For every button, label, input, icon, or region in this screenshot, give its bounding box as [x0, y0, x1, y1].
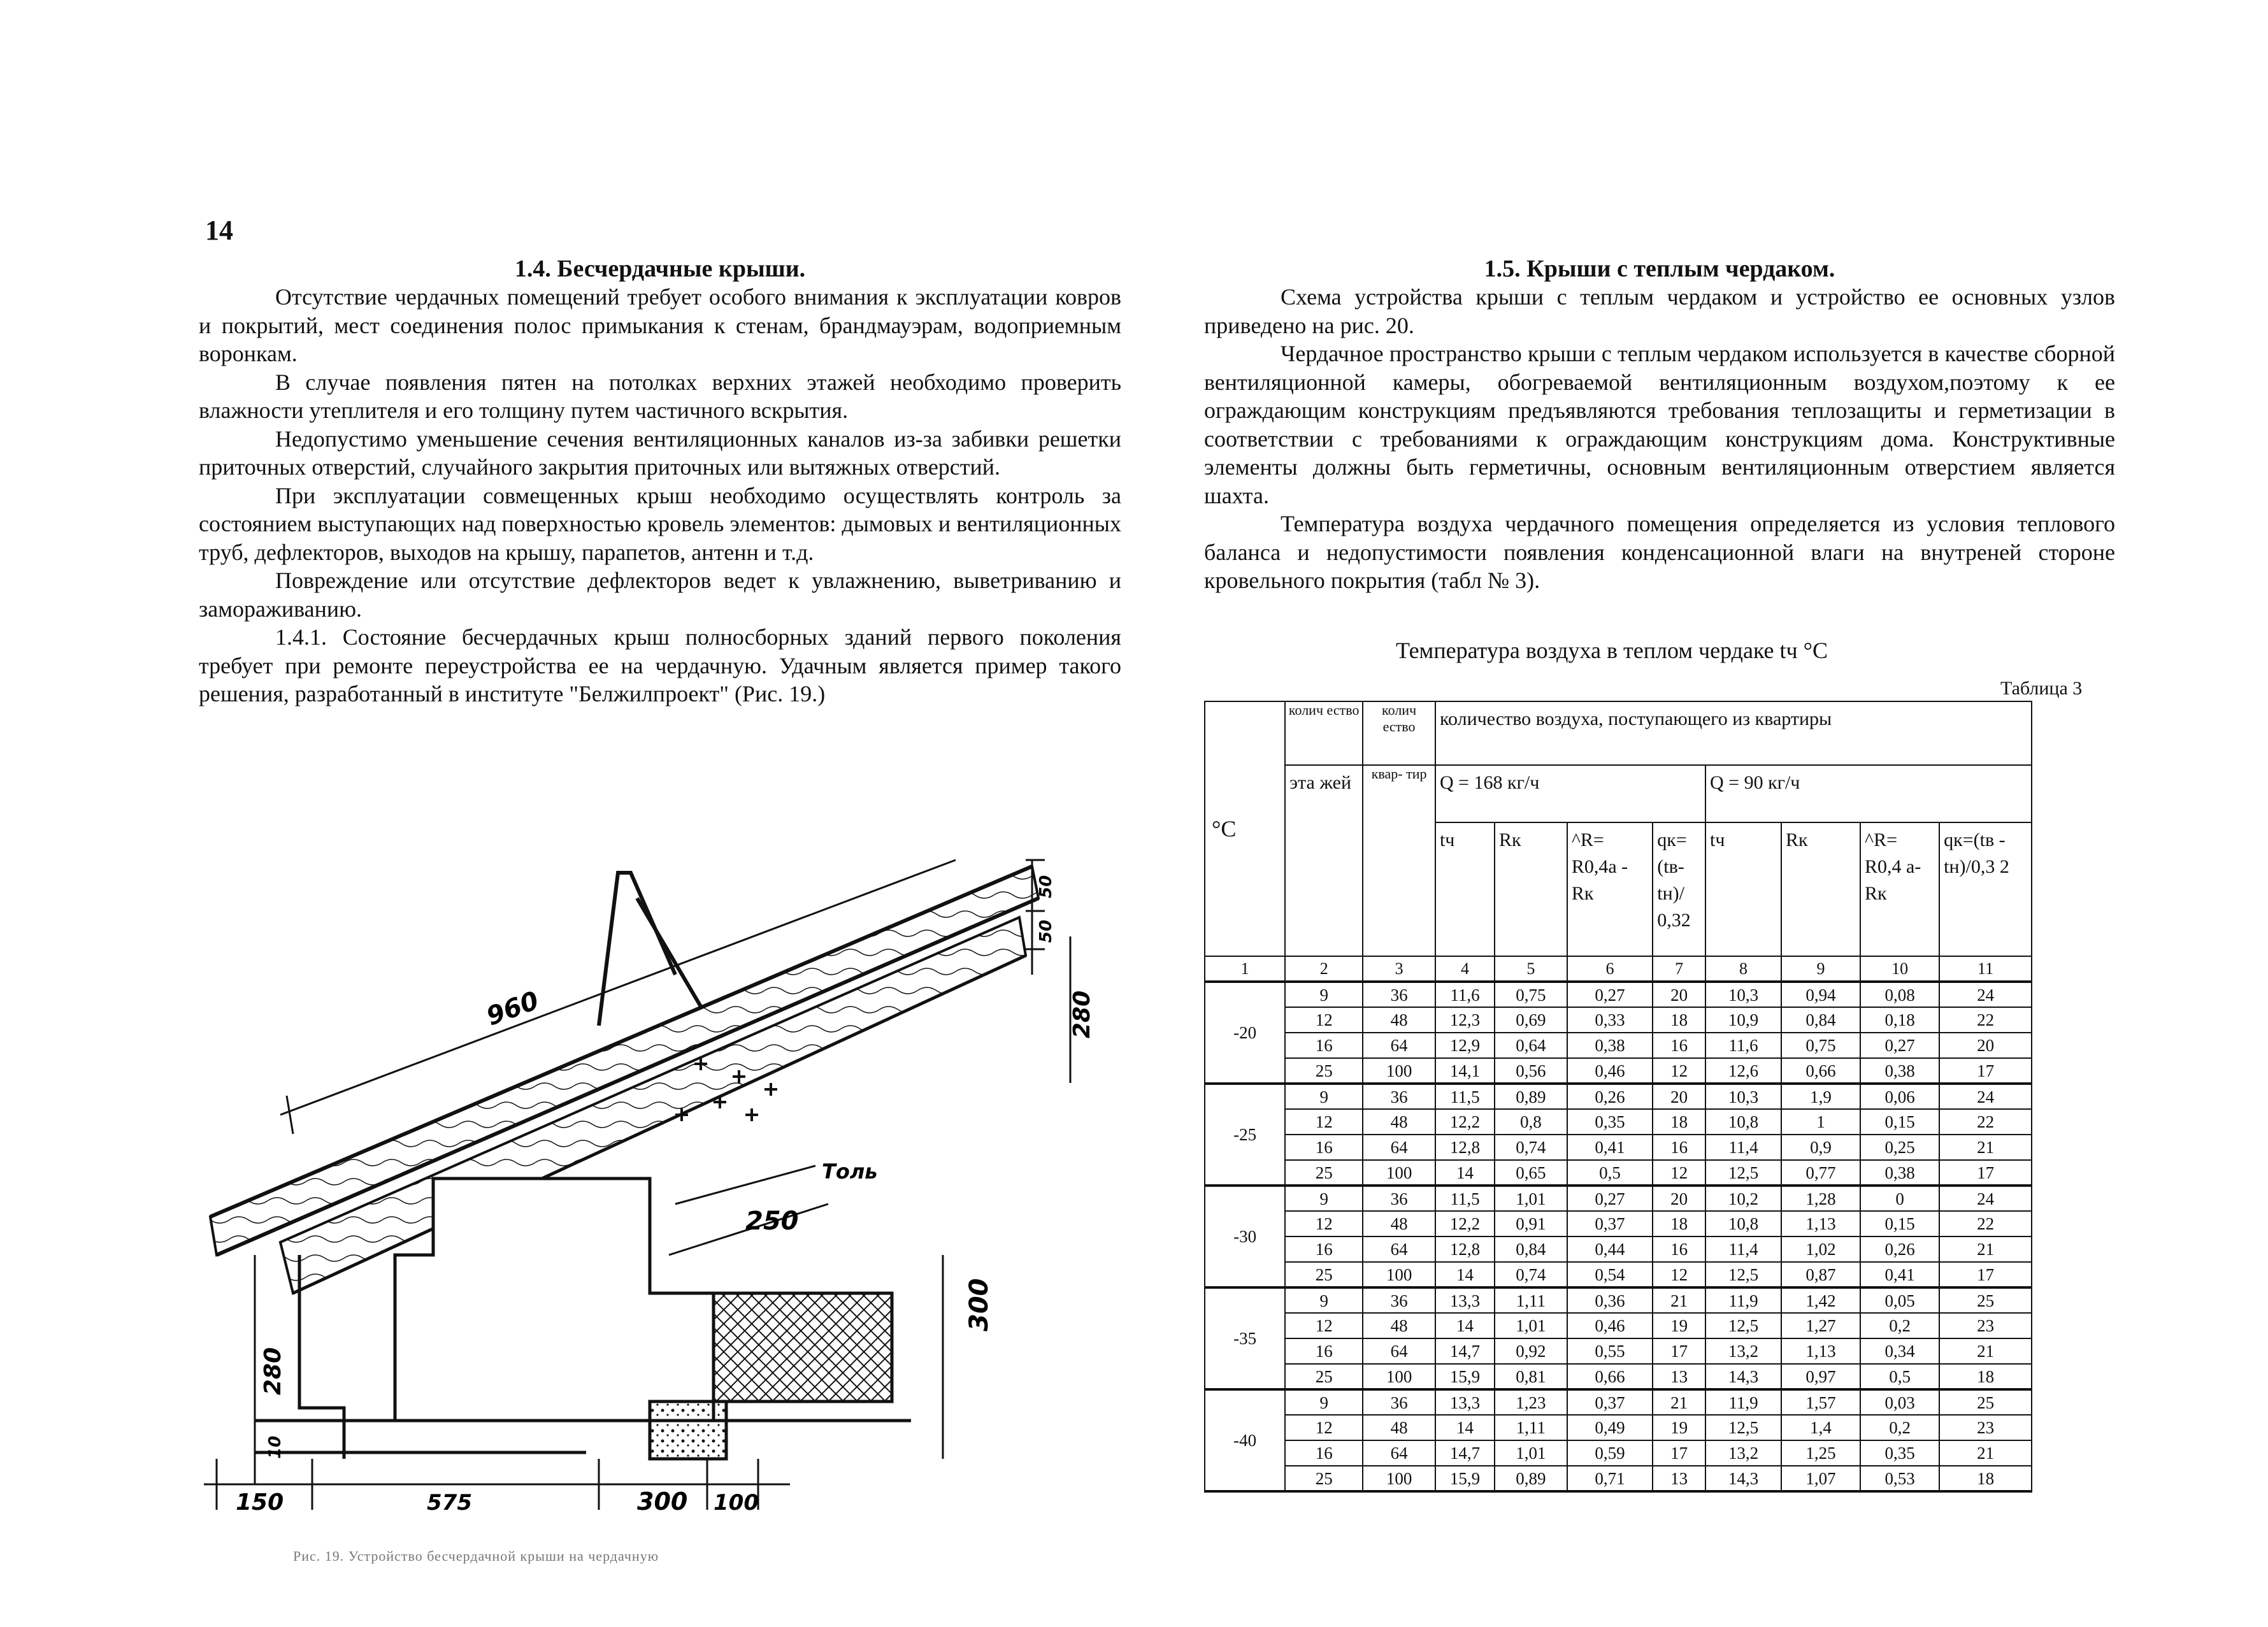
col-number: 9	[1781, 956, 1860, 982]
table-cell: 25	[1285, 1058, 1363, 1084]
table-cell: 25	[1285, 1160, 1363, 1186]
table-cell: 13,2	[1705, 1440, 1781, 1466]
table-cell: 0,27	[1860, 1033, 1939, 1058]
table-cell: 12	[1285, 1109, 1363, 1135]
table-cell: 12,5	[1705, 1160, 1781, 1186]
table-cell: 0,9	[1781, 1135, 1860, 1160]
table-cell: 17	[1653, 1440, 1705, 1466]
q90-header: Q = 90 кг/ч	[1705, 765, 2032, 822]
table-cell: 14	[1435, 1313, 1495, 1338]
table-cell: 0,27	[1567, 1186, 1653, 1211]
left-column	[199, 255, 1121, 708]
table-cell: 0,5	[1860, 1364, 1939, 1389]
table-cell: 12	[1285, 1313, 1363, 1338]
table-cell: 12	[1285, 1415, 1363, 1440]
col-number: 3	[1363, 956, 1435, 982]
table-cell: 19	[1653, 1415, 1705, 1440]
table-cell: 14,7	[1435, 1440, 1495, 1466]
table-row	[1205, 1236, 2032, 1262]
table-cell: 0,5	[1567, 1160, 1653, 1186]
table-cell: 17	[1653, 1338, 1705, 1364]
table-cell: 11,6	[1705, 1033, 1781, 1058]
table-cell: 100	[1363, 1262, 1435, 1287]
table-cell: 64	[1363, 1338, 1435, 1364]
table-cell: 64	[1363, 1236, 1435, 1262]
table-cell: 1,9	[1781, 1084, 1860, 1109]
table-cell: 1,01	[1495, 1186, 1567, 1211]
table-cell: 1,07	[1781, 1466, 1860, 1491]
table-cell: 18	[1653, 1007, 1705, 1033]
table-cell: 22	[1939, 1211, 2032, 1236]
table-cell: 36	[1363, 1084, 1435, 1109]
col-number: 4	[1435, 956, 1495, 982]
table-cell: 0,27	[1567, 982, 1653, 1007]
table-cell: 1,02	[1781, 1236, 1860, 1262]
paragraph: Отсутствие чердачных помещений требует особого внимания к эксплуатации ковров и покрытий, мест соединения полос примыкания к стенам, брандмауэрам, водоприемным воронкам.	[199, 284, 1121, 366]
dim-label: 250	[745, 1207, 799, 1236]
table-cell: 0,56	[1495, 1058, 1567, 1084]
table-cell: 0,2	[1860, 1415, 1939, 1440]
table-cell: 22	[1939, 1109, 2032, 1135]
table-cell: 11,5	[1435, 1186, 1495, 1211]
temperature-cell: -30	[1205, 1186, 1285, 1287]
table-cell: 48	[1363, 1313, 1435, 1338]
table-cell: 0,8	[1495, 1109, 1567, 1135]
table-cell: 0,25	[1860, 1135, 1939, 1160]
table-cell: 0,75	[1495, 982, 1567, 1007]
paragraph: Недопустимо уменьшение сечения вентиляционных каналов из-за забивки решетки приточных отверстий, случайного закрытия приточных или вытяжных отверстий.	[199, 426, 1121, 480]
table-cell: 24	[1939, 1186, 2032, 1211]
rk-header-2: Rк	[1781, 822, 1860, 956]
table-caption: Температура воздуха в теплом чердаке tч °С	[1395, 638, 1828, 663]
table-cell: 48	[1363, 1109, 1435, 1135]
table-cell: 1,42	[1781, 1287, 1860, 1313]
table-cell: 0,18	[1860, 1007, 1939, 1033]
table-cell: 13,3	[1435, 1287, 1495, 1313]
table-cell: 13	[1653, 1364, 1705, 1389]
figure-caption: Рис. 19. Устройство бесчердачной крыши на чердачную	[293, 1548, 659, 1564]
table-cell: 20	[1653, 1084, 1705, 1109]
table-cell: 0,08	[1860, 982, 1939, 1007]
table-cell: 13,2	[1705, 1338, 1781, 1364]
table-cell: 0,2	[1860, 1313, 1939, 1338]
floors-header-a: колич ество	[1285, 701, 1363, 765]
table-cell: 12	[1653, 1262, 1705, 1287]
table-cell: 0,05	[1860, 1287, 1939, 1313]
table-cell: 11,5	[1435, 1084, 1495, 1109]
table-cell: 16	[1285, 1236, 1363, 1262]
table-cell: 0,49	[1567, 1415, 1653, 1440]
table-cell: 21	[1939, 1338, 2032, 1364]
table-cell: 9	[1285, 982, 1363, 1007]
table-cell: 12,5	[1705, 1313, 1781, 1338]
table-cell: 0,97	[1781, 1364, 1860, 1389]
table-cell: 12,2	[1435, 1211, 1495, 1236]
table-cell: 0,66	[1567, 1364, 1653, 1389]
table-cell: 1,01	[1495, 1440, 1567, 1466]
table-cell: 9	[1285, 1186, 1363, 1211]
table-cell: 0,69	[1495, 1007, 1567, 1033]
table-cell: 12,5	[1705, 1415, 1781, 1440]
table-cell: 0,03	[1860, 1389, 1939, 1415]
table-cell: 1	[1781, 1109, 1860, 1135]
table-cell: 0,38	[1860, 1058, 1939, 1084]
table-row	[1205, 1364, 2032, 1389]
table-row	[1205, 1186, 2032, 1211]
table-cell: 0,38	[1567, 1033, 1653, 1058]
table-row	[1205, 1262, 2032, 1287]
table-number: Таблица 3	[2000, 678, 2083, 699]
table-cell: 24	[1939, 1084, 2032, 1109]
table-cell: 13,3	[1435, 1389, 1495, 1415]
table-cell: 25	[1285, 1262, 1363, 1287]
table-cell: 0,92	[1495, 1338, 1567, 1364]
table-cell: 16	[1653, 1033, 1705, 1058]
table-cell: 0,81	[1495, 1364, 1567, 1389]
dim-label: 50	[1037, 875, 1056, 898]
table-cell: 0,84	[1495, 1236, 1567, 1262]
table-cell: 20	[1939, 1033, 2032, 1058]
table-cell: 0,89	[1495, 1084, 1567, 1109]
rk-header: Rк	[1495, 822, 1567, 956]
table-cell: 48	[1363, 1211, 1435, 1236]
table-cell: 0,75	[1781, 1033, 1860, 1058]
table-cell: 0,46	[1567, 1058, 1653, 1084]
table-cell: 17	[1939, 1262, 2032, 1287]
delta-r-header: ^R= R0,4а -Rк	[1567, 822, 1653, 956]
table-cell: 12,8	[1435, 1135, 1495, 1160]
table-cell: 48	[1363, 1007, 1435, 1033]
table-cell: 15,9	[1435, 1364, 1495, 1389]
table-cell: 1,28	[1781, 1186, 1860, 1211]
table-cell: 10,2	[1705, 1186, 1781, 1211]
table-cell: 1,27	[1781, 1313, 1860, 1338]
tol-label: Толь	[822, 1159, 878, 1184]
table-cell: 12,5	[1705, 1262, 1781, 1287]
table-cell: 0,37	[1567, 1211, 1653, 1236]
temperature-cell: -35	[1205, 1287, 1285, 1389]
qk-header: qк= (tв- tн)/ 0,32	[1653, 822, 1705, 956]
table-cell: 25	[1939, 1389, 2032, 1415]
table-cell: 10,9	[1705, 1007, 1781, 1033]
page-number: 14	[205, 215, 233, 246]
dim-label: 10	[266, 1435, 285, 1459]
table-cell: 0,64	[1495, 1033, 1567, 1058]
table-cell: 1,25	[1781, 1440, 1860, 1466]
table-cell: 12,2	[1435, 1109, 1495, 1135]
table-row	[1205, 1466, 2032, 1491]
table-cell: 9	[1285, 1389, 1363, 1415]
table-cell: 11,4	[1705, 1236, 1781, 1262]
table-cell: 100	[1363, 1466, 1435, 1491]
table-cell: 0,65	[1495, 1160, 1567, 1186]
dim-label: 280	[1069, 990, 1095, 1038]
table-cell: 9	[1285, 1287, 1363, 1313]
table-cell: 19	[1653, 1313, 1705, 1338]
table-cell: 36	[1363, 1287, 1435, 1313]
table-cell: 14,3	[1705, 1466, 1781, 1491]
table-cell: 1,01	[1495, 1313, 1567, 1338]
table-cell: 100	[1363, 1058, 1435, 1084]
table-cell: 20	[1653, 982, 1705, 1007]
table-cell: 21	[1939, 1135, 2032, 1160]
table-cell: 25	[1285, 1466, 1363, 1491]
table-row	[1205, 982, 2032, 1007]
table-cell: 0,06	[1860, 1084, 1939, 1109]
col-number: 7	[1653, 956, 1705, 982]
table-cell: 24	[1939, 982, 2032, 1007]
table-cell: 0,41	[1860, 1262, 1939, 1287]
col-number: 1	[1205, 956, 1285, 982]
table-cell: 16	[1285, 1135, 1363, 1160]
apartments-header-a: колич ество	[1363, 701, 1435, 765]
table-row	[1205, 1338, 2032, 1364]
table-cell: 0,37	[1567, 1389, 1653, 1415]
table-cell: 22	[1939, 1007, 2032, 1033]
dim-label: 300	[637, 1487, 688, 1516]
temperature-cell: -25	[1205, 1084, 1285, 1186]
table-cell: 14	[1435, 1262, 1495, 1287]
table-cell: 20	[1653, 1186, 1705, 1211]
dim-label: 150	[236, 1489, 284, 1516]
table-cell: 14,7	[1435, 1338, 1495, 1364]
table-cell: 100	[1363, 1364, 1435, 1389]
paragraph: При эксплуатации совмещенных крыш необходимо осуществлять контроль за состоянием выступающих над поверхностью кровель элементов: дымовых и вентиляционных труб, дефлекторов, выходов на крышу, парапетов, антенн и т.д.	[199, 482, 1121, 565]
table-cell: 16	[1653, 1236, 1705, 1262]
tch-header: tч	[1435, 822, 1495, 956]
table-cell: 36	[1363, 982, 1435, 1007]
col-number: 11	[1939, 956, 2032, 982]
table-cell: 25	[1285, 1364, 1363, 1389]
dim-label: 280	[260, 1347, 286, 1395]
table-cell: 10,3	[1705, 982, 1781, 1007]
table-cell: 23	[1939, 1415, 2032, 1440]
table-row	[1205, 1160, 2032, 1186]
table-cell: 18	[1939, 1364, 2032, 1389]
vent-rod	[599, 873, 701, 1026]
table-cell: 0,66	[1781, 1058, 1860, 1084]
col-number: 2	[1285, 956, 1363, 982]
table-cell: 0,87	[1781, 1262, 1860, 1287]
table-row	[1205, 1415, 2032, 1440]
table-row	[1205, 1440, 2032, 1466]
qk-header-2: qк=(tв - tн)/0,3 2	[1939, 822, 2032, 956]
table-cell: 0,41	[1567, 1135, 1653, 1160]
table-cell: 0,26	[1567, 1084, 1653, 1109]
table-cell: 16	[1285, 1338, 1363, 1364]
table-cell: 0,91	[1495, 1211, 1567, 1236]
col-number: 5	[1495, 956, 1567, 982]
delta-r-header-2: ^R= R0,4 а-Rк	[1860, 822, 1939, 956]
air-amount-header: количество воздуха, поступающего из квартиры	[1435, 701, 2032, 765]
table-cell: 14,1	[1435, 1058, 1495, 1084]
table-cell: 21	[1939, 1236, 2032, 1262]
table-cell: 0,34	[1860, 1338, 1939, 1364]
table-cell: 1,11	[1495, 1415, 1567, 1440]
dim-label: 300	[965, 1278, 994, 1331]
paragraph: Повреждение или отсутствие дефлекторов ведет к увлажнению, выветриванию и замораживанию.	[199, 568, 1121, 622]
table-cell: 48	[1363, 1415, 1435, 1440]
temperature-cell: -40	[1205, 1389, 1285, 1491]
table-cell: 1,23	[1495, 1389, 1567, 1415]
paragraph: Температура воздуха чердачного помещения определяется из условия теплового баланса и недопустимости появления конденсационной влаги на внутреней стороне кровельного покрытия (табл № 3).	[1204, 511, 2115, 593]
tch-header-2: tч	[1705, 822, 1781, 956]
roof-section-drawing	[191, 847, 1134, 1548]
table-cell: 36	[1363, 1186, 1435, 1211]
table-cell: 11,9	[1705, 1287, 1781, 1313]
table-cell: 11,9	[1705, 1389, 1781, 1415]
paragraph: В случае появления пятен на потолках верхних этажей необходимо проверить влажности утеплителя и его толщину путем частичного вскрытия.	[199, 369, 1121, 423]
table-cell: 0,46	[1567, 1313, 1653, 1338]
table-cell: 0,15	[1860, 1211, 1939, 1236]
table-cell: 64	[1363, 1033, 1435, 1058]
table-cell: 100	[1363, 1160, 1435, 1186]
table-cell: 12,3	[1435, 1007, 1495, 1033]
table-cell: 0,74	[1495, 1262, 1567, 1287]
dim-label: 100	[714, 1490, 759, 1516]
table-cell: 12	[1653, 1160, 1705, 1186]
table-cell: 0,54	[1567, 1262, 1653, 1287]
right-column	[1204, 255, 2115, 595]
table-cell: 1,57	[1781, 1389, 1860, 1415]
table-cell: 12	[1285, 1211, 1363, 1236]
table-cell: 0,55	[1567, 1338, 1653, 1364]
table-cell: 15,9	[1435, 1466, 1495, 1491]
table-cell: 0,33	[1567, 1007, 1653, 1033]
q168-header: Q = 168 кг/ч	[1435, 765, 1705, 822]
table-cell: 0	[1860, 1186, 1939, 1211]
table-cell: 0,59	[1567, 1440, 1653, 1466]
col-number: 6	[1567, 956, 1653, 982]
table-cell: 21	[1653, 1389, 1705, 1415]
table-cell: 1,13	[1781, 1338, 1860, 1364]
table-cell: 21	[1939, 1440, 2032, 1466]
table-cell: 0,71	[1567, 1466, 1653, 1491]
table-cell: 16	[1653, 1135, 1705, 1160]
table-cell: 0,94	[1781, 982, 1860, 1007]
table-cell: 1,11	[1495, 1287, 1567, 1313]
table-cell: 12,8	[1435, 1236, 1495, 1262]
table-cell: 0,38	[1860, 1160, 1939, 1186]
table-row	[1205, 1084, 2032, 1109]
table-cell: 14,3	[1705, 1364, 1781, 1389]
table-cell: 12,9	[1435, 1033, 1495, 1058]
table-cell: 13	[1653, 1466, 1705, 1491]
apartments-header-b: квар- тир	[1363, 765, 1435, 956]
table-cell: 18	[1653, 1211, 1705, 1236]
table-row	[1205, 1389, 2032, 1415]
table-cell: 9	[1285, 1084, 1363, 1109]
table-cell: 18	[1653, 1109, 1705, 1135]
column-number-row	[1205, 956, 2032, 982]
table-cell: 12	[1653, 1058, 1705, 1084]
table-cell: 14	[1435, 1415, 1495, 1440]
table-cell: 17	[1939, 1160, 2032, 1186]
table-cell: 0,84	[1781, 1007, 1860, 1033]
paragraph: 1.4.1. Состояние бесчердачных крыш полносборных зданий первого поколения требует при ремонте переустройства ее на чердачную. Удачным является пример такого решения, разработанный в институте "Белжилпроект" (Рис. 19.)	[199, 624, 1121, 706]
table-cell: 25	[1939, 1287, 2032, 1313]
dim-label: 575	[427, 1490, 472, 1516]
table-cell: 0,35	[1860, 1440, 1939, 1466]
col-number: 8	[1705, 956, 1781, 982]
table-cell: 11,4	[1705, 1135, 1781, 1160]
table-row	[1205, 1287, 2032, 1313]
table-cell: 10,8	[1705, 1211, 1781, 1236]
table-cell: 16	[1285, 1033, 1363, 1058]
section-heading-1-4: 1.4. Бесчердачные крыши.	[514, 255, 806, 282]
col-number: 10	[1860, 956, 1939, 982]
table-cell: 0,44	[1567, 1236, 1653, 1262]
floors-header-b: эта жей	[1285, 765, 1363, 956]
table-cell: 0,89	[1495, 1466, 1567, 1491]
table-cell: 16	[1285, 1440, 1363, 1466]
table-cell: 1,4	[1781, 1415, 1860, 1440]
table-cell: 17	[1939, 1058, 2032, 1084]
table-cell: 64	[1363, 1440, 1435, 1466]
table-cell: 0,15	[1860, 1109, 1939, 1135]
temperature-table	[1204, 701, 2032, 1493]
table-cell: 21	[1653, 1287, 1705, 1313]
degree-header: °С	[1205, 701, 1285, 956]
table-cell: 0,35	[1567, 1109, 1653, 1135]
table-row	[1205, 1007, 2032, 1033]
table-row	[1205, 1135, 2032, 1160]
table-cell: 12,6	[1705, 1058, 1781, 1084]
table-row	[1205, 1058, 2032, 1084]
table-cell: 0,36	[1567, 1287, 1653, 1313]
table-cell: 14	[1435, 1160, 1495, 1186]
table-row	[1205, 1109, 2032, 1135]
table-cell: 64	[1363, 1135, 1435, 1160]
table-cell: 11,6	[1435, 982, 1495, 1007]
paragraph: Схема устройства крыши с теплым чердаком и устройство ее основных узлов приведено на рис. 20.	[1204, 284, 2115, 338]
section-heading-1-5: 1.5. Крыши с теплым чердаком.	[1484, 255, 1835, 282]
table-cell: 0,77	[1781, 1160, 1860, 1186]
table-cell: 0,26	[1860, 1236, 1939, 1262]
table-cell: 0,53	[1860, 1466, 1939, 1491]
table-cell: 10,8	[1705, 1109, 1781, 1135]
table-cell: 23	[1939, 1313, 2032, 1338]
table-row	[1205, 1033, 2032, 1058]
table-cell: 1,13	[1781, 1211, 1860, 1236]
table-row	[1205, 1313, 2032, 1338]
temperature-cell: -20	[1205, 982, 1285, 1084]
table-cell: 0,74	[1495, 1135, 1567, 1160]
table-row	[1205, 1211, 2032, 1236]
table-cell: 10,3	[1705, 1084, 1781, 1109]
dim-label: 50	[1037, 919, 1056, 943]
dim-label: 960	[482, 986, 543, 1032]
table-cell: 36	[1363, 1389, 1435, 1415]
table-cell: 12	[1285, 1007, 1363, 1033]
table-cell: 18	[1939, 1466, 2032, 1491]
paragraph: Чердачное пространство крыши с теплым чердаком используется в качестве сборной вентиляционной камеры, обогреваемой вентиляционным воздухом,поэтому к ее ограждающим конструкциям предъявляются требования теплозащиты и герметизации в соответствии с требованиями к ограждающим конструкциям дома. Конструктивные элементы должны быть герметичны, основным вентиляционным отверстием является шахта.	[1204, 341, 2115, 508]
